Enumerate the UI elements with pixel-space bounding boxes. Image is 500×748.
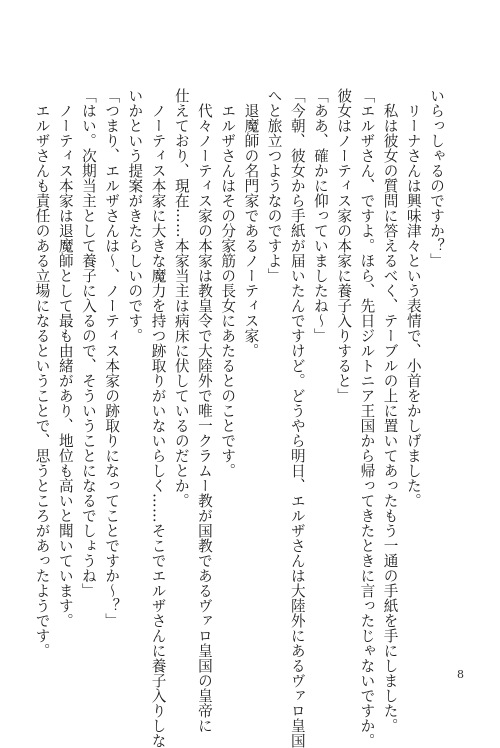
text-line: 代々ノーティス家の本家は教皇令で大陸外で唯一クラムー教が国教であるヴァロ皇国の皇帝に xyxy=(195,88,213,733)
text-line: エルザさんも責任のある立場になるということで、思うところがあったようです。 xyxy=(33,88,51,658)
text-line: 仕えており、現在……本家当主は病床に伏しているのだとか。 xyxy=(172,88,190,508)
text-line: 「つまり、エルザさんは～、ノーティス本家の跡取りになってことですか～？」 xyxy=(103,88,121,628)
text-line: いかという提案がきたらしいのです。 xyxy=(126,88,144,343)
page-number: 8 xyxy=(457,668,464,681)
text-line: 「はい。次期当主として養子に入るので、そういうことになるでしょうね」 xyxy=(79,88,97,598)
text-line: エルザさんはその分家筋の長女にあたるとのことです。 xyxy=(219,88,237,478)
text-line: 「エルザさん、ですよ。ほら、先日ジルトニア王国から帰ってきたときに言ったじゃないですか。 xyxy=(358,88,376,748)
text-line: ノーティス本家に大きな魔力を持つ跡取りがいないらしく……そこでエルザさんに養子入りしな xyxy=(149,88,167,748)
text-line: 「今朝、彼女から手紙が届いたんですけど。どうやら明日、エルザさんは大陸外にあるヴァロ皇国 xyxy=(288,88,306,748)
text-line: 私は彼女の質問に答えるべく、テーブルの上に置いてあったもう一通の手紙を手にしました。 xyxy=(381,88,399,733)
text-line: 退魔師の名門家であるノーティス家。 xyxy=(242,88,260,358)
vertical-text-block xyxy=(33,88,448,748)
text-line: いらっしゃるのですか？」 xyxy=(428,88,445,268)
text-line: 「ああ、確かに仰っていましたね～」 xyxy=(311,88,329,343)
text-line: 彼女はノーティス家の本家に養子入りすると」 xyxy=(335,88,353,403)
text-line: リーナさんは興味津々という表情で、小首をかしげました。 xyxy=(404,88,422,508)
text-line: へと旅立つようなのですよ」 xyxy=(265,88,283,283)
text-line: ノーティス本家は退魔師として最も由緒があり、地位も高いと聞いています。 xyxy=(56,88,74,628)
